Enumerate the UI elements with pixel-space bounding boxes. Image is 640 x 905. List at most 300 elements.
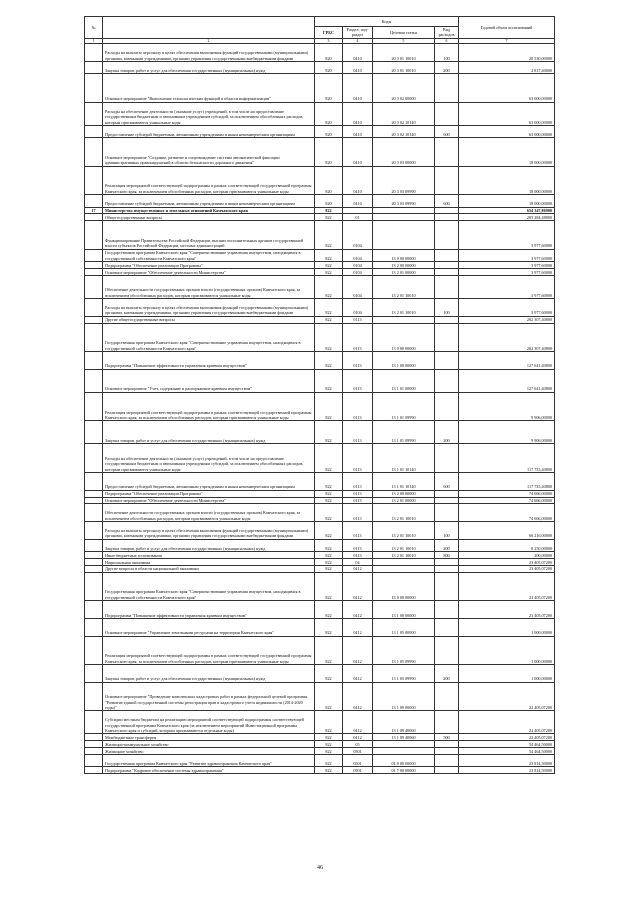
row-amount-cell: 3 977,60000 — [459, 249, 555, 261]
row-grbs-cell: 822 — [315, 682, 343, 711]
row-number-cell — [85, 269, 103, 276]
row-amount-cell: 22 405,07200 — [459, 711, 555, 734]
row-number-cell — [85, 275, 103, 298]
table-row — [85, 262, 555, 269]
row-grbs-cell: 822 — [315, 552, 343, 559]
row-target-cell: 13 2 01 10010 — [373, 539, 435, 551]
row-target-cell: 13 1 09 40060 — [373, 734, 435, 741]
row-amount-cell: 3 977,60000 — [459, 221, 555, 250]
row-grbs-cell: 822 — [315, 755, 343, 767]
row-target-cell: 13 2 01 10010 — [373, 275, 435, 298]
row-amount-cell: 23 405,07200 — [459, 565, 555, 572]
table-row — [85, 636, 555, 665]
row-number-cell — [85, 369, 103, 392]
row-section-cell: 0412 — [343, 711, 373, 734]
table-row — [85, 207, 555, 214]
row-amount-cell: 117 735,40800 — [459, 472, 555, 490]
row-exptype-cell — [435, 748, 459, 755]
row-amount-cell: 23 814,50000 — [459, 767, 555, 774]
row-target-cell: 13 1 05 09990 — [373, 665, 435, 683]
row-section-cell: 0412 — [343, 636, 373, 665]
row-number-cell — [85, 539, 103, 551]
row-target-cell — [373, 207, 435, 214]
row-number-cell — [85, 559, 103, 566]
table-row — [85, 62, 555, 74]
row-amount-cell: 117 735,40800 — [459, 444, 555, 473]
row-name-cell: Основное мероприятие "Выполнение технологических функций в области информатизации" — [103, 74, 315, 103]
row-number-cell — [85, 636, 103, 665]
row-grbs-cell: 822 — [315, 316, 343, 323]
table-row — [85, 665, 555, 683]
row-amount-cell: 23 405,07200 — [459, 572, 555, 601]
row-amount-cell: 8 250,00000 — [459, 539, 555, 551]
row-number-cell — [85, 572, 103, 601]
row-exptype-cell: 600 — [435, 125, 459, 137]
table-row — [85, 565, 555, 572]
row-section-cell: 0501 — [343, 755, 373, 767]
table-row — [85, 74, 555, 103]
row-name-cell: Подпрограмма "Обеспечение реализации Программы" — [103, 262, 315, 269]
row-amount-cell: 22 405,07200 — [459, 682, 555, 711]
table-row — [85, 490, 555, 497]
row-target-cell: 20 3 03 09990 — [373, 195, 435, 207]
index-cell: 2 — [103, 38, 315, 44]
table-row — [85, 601, 555, 619]
row-section-cell: 0412 — [343, 618, 373, 636]
row-section-cell: 0412 — [343, 572, 373, 601]
row-exptype-cell: 600 — [435, 472, 459, 490]
row-number-cell — [85, 748, 103, 755]
row-target-cell: 13 1 09 00000 — [373, 682, 435, 711]
row-grbs-cell: 822 — [315, 275, 343, 298]
table-row — [85, 572, 555, 601]
row-grbs-cell: 822 — [315, 444, 343, 473]
row-exptype-cell — [435, 565, 459, 572]
row-amount-cell: 63 000,00000 — [459, 125, 555, 137]
table-row — [85, 421, 555, 444]
row-name-cell: Обеспечение деятельности государственных органов власти (государственных органов) Камчатского края, за исключением обособленных расходов, которым присваиваются уникальные коды — [103, 504, 315, 522]
row-name-cell: Основное мероприятие "Обеспечение деятельности Министерства" — [103, 497, 315, 504]
row-number-cell — [85, 138, 103, 167]
row-section-cell: 0410 — [343, 44, 373, 62]
table-row — [85, 269, 555, 276]
row-target-cell: 01 0 00 00000 — [373, 755, 435, 767]
table-row — [85, 755, 555, 767]
row-name-cell: Предоставление субсидий бюджетным, автономным учреждениям и иным некоммерческим организациям — [103, 125, 315, 137]
row-name-cell: Подпрограмма "Кадровое обеспечение системы здравоохранения" — [103, 767, 315, 774]
row-exptype-cell: 800 — [435, 552, 459, 559]
row-exptype-cell — [435, 682, 459, 711]
row-target-cell: 20 3 01 10010 — [373, 44, 435, 62]
row-grbs-cell: 820 — [315, 102, 343, 125]
row-grbs-cell: 820 — [315, 62, 343, 74]
row-amount-cell: 654 347,86900 — [459, 207, 555, 214]
row-number-cell — [85, 601, 103, 619]
row-section-cell: 0113 — [343, 369, 373, 392]
row-grbs-cell: 822 — [315, 748, 343, 755]
row-section-cell: 0410 — [343, 125, 373, 137]
row-name-cell: Функционирование Правительства Российской Федерации, высших исполнительных органов государственной власти субъектов Российской Федерации, местных администраций — [103, 221, 315, 250]
row-name-cell: Подпрограмма "Повышение эффективности управления краевым имуществом" — [103, 601, 315, 619]
row-name-cell: Жилищное хозяйство — [103, 748, 315, 755]
row-amount-cell: 74 666,00000 — [459, 490, 555, 497]
table-row — [85, 352, 555, 370]
row-exptype-cell: 100 — [435, 299, 459, 317]
row-number-cell — [85, 552, 103, 559]
row-number-cell — [85, 522, 103, 540]
row-grbs-cell: 820 — [315, 44, 343, 62]
page-number: 46 — [317, 865, 323, 871]
row-exptype-cell — [435, 497, 459, 504]
row-number-cell — [85, 618, 103, 636]
row-number-cell — [85, 665, 103, 683]
row-grbs-cell: 822 — [315, 565, 343, 572]
row-grbs-cell: 822 — [315, 665, 343, 683]
index-cell: 6 — [435, 38, 459, 44]
row-grbs-cell: 822 — [315, 734, 343, 741]
row-number-cell — [85, 711, 103, 734]
row-name-cell: Национальная экономика — [103, 559, 315, 566]
row-exptype-cell: 200 — [435, 665, 459, 683]
row-exptype-cell: 500 — [435, 734, 459, 741]
row-grbs-cell: 822 — [315, 497, 343, 504]
row-number-cell — [85, 497, 103, 504]
row-grbs-cell: 822 — [315, 539, 343, 551]
row-amount-cell: 20 530,00000 — [459, 44, 555, 62]
row-number-cell — [85, 472, 103, 490]
row-grbs-cell: 822 — [315, 214, 343, 221]
row-number-cell — [85, 734, 103, 741]
row-section-cell: 0410 — [343, 195, 373, 207]
row-exptype-cell — [435, 741, 459, 748]
row-exptype-cell — [435, 352, 459, 370]
row-number-cell — [85, 44, 103, 62]
row-exptype-cell: 200 — [435, 539, 459, 551]
row-section-cell: 0113 — [343, 490, 373, 497]
header-target: Целевая статья — [373, 27, 435, 39]
row-target-cell: 13 0 00 00000 — [373, 249, 435, 261]
row-target-cell: 01 7 00 00000 — [373, 767, 435, 774]
row-number-cell — [85, 323, 103, 352]
row-grbs-cell: 822 — [315, 559, 343, 566]
row-section-cell: 0412 — [343, 665, 373, 683]
row-target-cell: 13 0 00 00000 — [373, 572, 435, 601]
row-grbs-cell: 822 — [315, 522, 343, 540]
row-exptype-cell — [435, 249, 459, 261]
row-name-cell: Подпрограмма "Повышение эффективности управления краевым имуществом" — [103, 352, 315, 370]
row-exptype-cell — [435, 74, 459, 103]
row-amount-cell: 3 977,60000 — [459, 262, 555, 269]
table-row — [85, 369, 555, 392]
table-row — [85, 102, 555, 125]
row-name-cell: Расходы на обеспечение деятельности (оказание услуг) учреждений, в том числе на предоставление государственным бюджетным и автономным учреждениям субсидий, за исключением обособленных расходов, которым присваиваются уникальные коды — [103, 444, 315, 473]
row-exptype-cell — [435, 138, 459, 167]
row-section-cell: 0412 — [343, 682, 373, 711]
row-target-cell: 20 3 03 09990 — [373, 166, 435, 195]
row-number-cell — [85, 682, 103, 711]
row-section-cell: 0501 — [343, 767, 373, 774]
row-number-cell — [85, 444, 103, 473]
row-target-cell: 13 2 01 10010 — [373, 522, 435, 540]
row-exptype-cell — [435, 618, 459, 636]
row-name-cell: Основное мероприятие "Проведение комплексных кадастровых работ в рамках федеральной целевой программы "Развитие единой государственной системы регистрации прав и кадастрового учета недвижимости (2014-2020 годы)" — [103, 682, 315, 711]
table-row — [85, 444, 555, 473]
row-target-cell — [373, 214, 435, 221]
row-target-cell: 13 2 00 00000 — [373, 490, 435, 497]
row-amount-cell: 202 307,40800 — [459, 323, 555, 352]
row-target-cell: 13 1 01 10140 — [373, 472, 435, 490]
row-exptype-cell — [435, 636, 459, 665]
table-row — [85, 195, 555, 207]
row-exptype-cell — [435, 392, 459, 421]
row-number-cell — [85, 352, 103, 370]
row-number-cell — [85, 490, 103, 497]
row-name-cell: Государственная программа Камчатского края "Совершенствование управления имуществом, находящимся в государственной собственности Камчатского края" — [103, 323, 315, 352]
row-section-cell: 0113 — [343, 323, 373, 352]
row-exptype-cell — [435, 755, 459, 767]
row-grbs-cell: 822 — [315, 269, 343, 276]
row-number-cell: 17 — [85, 207, 103, 214]
row-target-cell — [373, 559, 435, 566]
row-exptype-cell — [435, 214, 459, 221]
row-name-cell: Жилищно-коммунальное хозяйство — [103, 741, 315, 748]
row-name-cell: Субсидии местным бюджетам на реализацию мероприятий соответствующей подпрограммы соответствующей государственной программы Камчатского края (за исключением мероприятий Инвестиционной программы Камчатского края и субсидий, которым присваиваются отдельные коды) — [103, 711, 315, 734]
row-amount-cell: 1 000,00000 — [459, 665, 555, 683]
row-amount-cell: 23 405,07200 — [459, 559, 555, 566]
row-name-cell: Реализация мероприятий соответствующей подпрограммы в рамках соответствующей государственной программы Камчатского края, за исключением обособленных расходов, которым присваиваются уникальные коды — [103, 392, 315, 421]
row-target-cell: 13 1 01 09990 — [373, 421, 435, 444]
row-grbs-cell: 820 — [315, 74, 343, 103]
table-row — [85, 138, 555, 167]
table-row — [85, 214, 555, 221]
row-section-cell: 0410 — [343, 74, 373, 103]
row-exptype-cell — [435, 262, 459, 269]
row-section-cell: 0113 — [343, 504, 373, 522]
row-target-cell: 13 1 09 40060 — [373, 711, 435, 734]
row-target-cell: 13 1 05 00000 — [373, 618, 435, 636]
row-amount-cell: 23 405,07200 — [459, 601, 555, 619]
table-row — [85, 618, 555, 636]
row-target-cell: 13 1 01 10140 — [373, 444, 435, 473]
row-name-cell: Закупка товаров, работ и услуг для обеспечения государственных (муниципальных) нужд — [103, 421, 315, 444]
row-section-cell: 0410 — [343, 138, 373, 167]
row-number-cell — [85, 102, 103, 125]
row-section-cell: 0113 — [343, 352, 373, 370]
row-number-cell — [85, 249, 103, 261]
row-amount-cell: 9 906,00000 — [459, 421, 555, 444]
row-name-cell: Межбюджетные трансферты — [103, 734, 315, 741]
row-exptype-cell: 200 — [435, 421, 459, 444]
row-amount-cell: 18 000,00000 — [459, 195, 555, 207]
row-number-cell — [85, 214, 103, 221]
table-row — [85, 552, 555, 559]
row-exptype-cell: 200 — [435, 62, 459, 74]
row-section-cell: 01 — [343, 214, 373, 221]
row-amount-cell: 22 405,07200 — [459, 734, 555, 741]
row-grbs-cell: 822 — [315, 472, 343, 490]
row-name-cell: Министерство имущественных и земельных отношений Камчатского края — [103, 207, 315, 214]
row-section-cell: 0412 — [343, 565, 373, 572]
row-amount-cell: 127 641,40800 — [459, 352, 555, 370]
header-annual: Годовой объем ассигнований — [459, 17, 555, 39]
row-name-cell: Подпрограмма "Обеспечение реализации Программы" — [103, 490, 315, 497]
table-row — [85, 392, 555, 421]
row-exptype-cell — [435, 504, 459, 522]
table-row — [85, 711, 555, 734]
row-name-cell: Расходы на выплаты персоналу в целях обеспечения выполнения функций государственными (муниципальными) органами, казенными учреждениями, органами управления государственными внебюджетными фондами — [103, 44, 315, 62]
row-target-cell: 13 2 00 00000 — [373, 262, 435, 269]
row-exptype-cell: 100 — [435, 44, 459, 62]
budget-table — [84, 16, 555, 774]
row-exptype-cell — [435, 711, 459, 734]
row-number-cell — [85, 392, 103, 421]
row-target-cell — [373, 741, 435, 748]
row-name-cell: Государственная программа Камчатского края "Развитие здравоохранения Камчатского края" — [103, 755, 315, 767]
row-name-cell: Основное мероприятие "Учет, содержание и распоряжение краевым имуществом" — [103, 369, 315, 392]
row-target-cell: 13 1 05 09990 — [373, 636, 435, 665]
row-number-cell — [85, 565, 103, 572]
table-row — [85, 299, 555, 317]
table-row — [85, 522, 555, 540]
row-grbs-cell: 822 — [315, 636, 343, 665]
row-name-cell: Предоставление субсидий бюджетным, автономным учреждениям и иным некоммерческим организациям — [103, 472, 315, 490]
row-amount-cell: 63 000,00000 — [459, 102, 555, 125]
table-row — [85, 497, 555, 504]
row-grbs-cell: 822 — [315, 323, 343, 352]
row-name-cell: Реализация мероприятий соответствующей подпрограммы в рамках соответствующей государственной программы Камчатского края, за исключением обособленных расходов, которым присваиваются уникальные коды — [103, 166, 315, 195]
row-target-cell: 13 2 01 00000 — [373, 497, 435, 504]
row-amount-cell: 200,00000 — [459, 552, 555, 559]
row-name-cell: Предоставление субсидий бюджетным, автономным учреждениям и иным некоммерческим организациям — [103, 195, 315, 207]
row-number-cell — [85, 316, 103, 323]
row-section-cell: 0113 — [343, 497, 373, 504]
row-name-cell: Расходы на выплаты персоналу в целях обеспечения выполнения функций государственными (муниципальными) органами, казенными учреждениями, органами управления государственными внебюджетными фондами — [103, 299, 315, 317]
row-number-cell — [85, 741, 103, 748]
row-amount-cell: 3 977,60000 — [459, 269, 555, 276]
row-grbs-cell: 822 — [315, 741, 343, 748]
row-number-cell — [85, 504, 103, 522]
row-section-cell: 0113 — [343, 316, 373, 323]
row-grbs-cell: 822 — [315, 352, 343, 370]
row-target-cell: 13 0 00 00000 — [373, 323, 435, 352]
row-target-cell: 20 3 02 10140 — [373, 125, 435, 137]
row-amount-cell: 23 814,50000 — [459, 755, 555, 767]
table-row — [85, 559, 555, 566]
table-row — [85, 44, 555, 62]
row-target-cell: 20 3 01 10010 — [373, 62, 435, 74]
table-row — [85, 166, 555, 195]
row-target-cell — [373, 316, 435, 323]
table-row — [85, 316, 555, 323]
row-grbs-cell: 822 — [315, 601, 343, 619]
row-exptype-cell — [435, 601, 459, 619]
row-exptype-cell: 100 — [435, 522, 459, 540]
row-section-cell: 0412 — [343, 734, 373, 741]
table-row — [85, 539, 555, 551]
row-exptype-cell — [435, 166, 459, 195]
row-section-cell: 0113 — [343, 472, 373, 490]
table-row — [85, 323, 555, 352]
row-grbs-cell: 822 — [315, 490, 343, 497]
table-row — [85, 249, 555, 261]
row-name-cell: Общегосударственные вопросы — [103, 214, 315, 221]
index-cell: 3 — [315, 38, 343, 44]
row-grbs-cell: 822 — [315, 421, 343, 444]
row-amount-cell: 202 307,40800 — [459, 316, 555, 323]
index-cell: 1 — [85, 38, 103, 44]
row-exptype-cell — [435, 269, 459, 276]
row-name-cell: Реализация мероприятий соответствующей подпрограммы в рамках соответствующей государственной программы Камчатского края, за исключением обособленных расходов, которым присваиваются уникальные коды — [103, 636, 315, 665]
table-row — [85, 472, 555, 490]
table-row — [85, 504, 555, 522]
index-cell: 7 — [459, 38, 555, 44]
header-name — [103, 17, 315, 39]
row-section-cell: 0501 — [343, 748, 373, 755]
row-section-cell: 0104 — [343, 299, 373, 317]
row-exptype-cell — [435, 369, 459, 392]
row-section-cell: 0113 — [343, 392, 373, 421]
row-amount-cell: 127 641,40800 — [459, 369, 555, 392]
row-grbs-cell: 822 — [315, 369, 343, 392]
header-section: Раздел, под-раздел — [343, 27, 373, 39]
row-amount-cell: 74 666,00000 — [459, 497, 555, 504]
table-header — [85, 17, 555, 39]
row-exptype-cell — [435, 221, 459, 250]
row-name-cell: Основное мероприятие "Обеспечение деятельности Министерства" — [103, 269, 315, 276]
row-target-cell: 13 2 01 00000 — [373, 269, 435, 276]
row-grbs-cell: 822 — [315, 618, 343, 636]
row-name-cell: Расходы на обеспечение деятельности (оказание услуг) учреждений, в том числе на предоставление государственным бюджетным и автономным учреждениям субсидий, за исключением обособленных расходов, которым присваиваются уникальные коды — [103, 102, 315, 125]
table-body — [85, 38, 555, 774]
row-amount-cell: 1 000,00000 — [459, 618, 555, 636]
row-exptype-cell — [435, 207, 459, 214]
table-row — [85, 221, 555, 250]
index-cell: 5 — [373, 38, 435, 44]
row-exptype-cell: 600 — [435, 195, 459, 207]
row-target-cell: 13 2 01 10010 — [373, 299, 435, 317]
row-amount-cell: 18 000,00000 — [459, 166, 555, 195]
row-number-cell — [85, 421, 103, 444]
header-num: № — [85, 17, 103, 39]
row-section-cell: 0410 — [343, 102, 373, 125]
row-amount-cell: 2 817,40000 — [459, 62, 555, 74]
row-target-cell: 20 3 03 00000 — [373, 138, 435, 167]
header-grbs: ГРБС — [315, 27, 343, 39]
row-name-cell: Иные бюджетные ассигнования — [103, 552, 315, 559]
row-number-cell — [85, 299, 103, 317]
row-target-cell: 13 1 01 00000 — [373, 369, 435, 392]
row-name-cell: Закупка товаров, работ и услуг для обеспечения государственных (муниципальных) нужд — [103, 665, 315, 683]
row-exptype-cell — [435, 444, 459, 473]
row-exptype-cell — [435, 572, 459, 601]
row-grbs-cell: 822 — [315, 249, 343, 261]
row-exptype-cell — [435, 490, 459, 497]
row-section-cell: 0113 — [343, 522, 373, 540]
row-grbs-cell: 822 — [315, 207, 343, 214]
row-target-cell: 13 1 00 00000 — [373, 601, 435, 619]
row-number-cell — [85, 62, 103, 74]
row-grbs-cell: 820 — [315, 195, 343, 207]
row-number-cell — [85, 262, 103, 269]
row-section-cell: 04 — [343, 559, 373, 566]
row-grbs-cell: 822 — [315, 711, 343, 734]
row-grbs-cell: 820 — [315, 125, 343, 137]
row-amount-cell: 9 906,00000 — [459, 392, 555, 421]
row-target-cell: 20 3 02 00000 — [373, 74, 435, 103]
row-number-cell — [85, 125, 103, 137]
row-amount-cell: 63 000,00000 — [459, 74, 555, 103]
row-section-cell: 0104 — [343, 262, 373, 269]
